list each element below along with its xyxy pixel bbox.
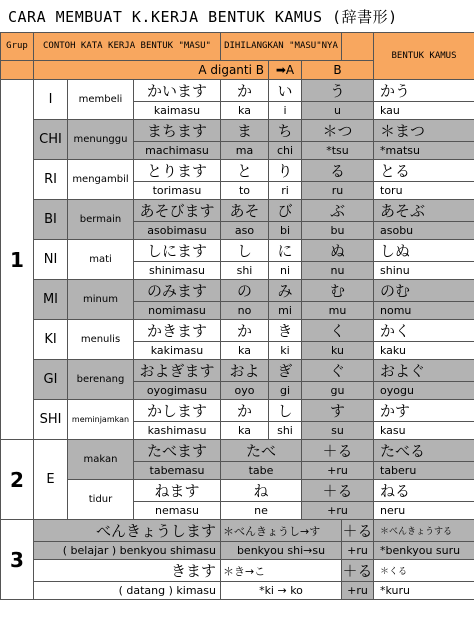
masu-romaji: oyogimasu <box>134 382 221 400</box>
verb-suffix: E <box>34 440 68 520</box>
verb-meaning: tidur <box>68 480 134 520</box>
dictionary-romaji: neru <box>374 502 474 520</box>
verb-meaning: meminjamkan <box>68 400 134 440</box>
stem: か <box>221 400 269 422</box>
stem: あそ <box>221 200 269 222</box>
masu-form: かいます <box>134 80 221 102</box>
masu-romaji: kakimasu <box>134 342 221 360</box>
verb-suffix: NI <box>34 240 68 280</box>
dictionary-romaji: shinu <box>374 262 474 280</box>
table-row <box>1 240 474 262</box>
suffix-add: ＋る <box>342 560 374 582</box>
syllable-b: ＊つ <box>302 120 374 142</box>
header-contoh: CONTOH KATA KERJA BENTUK "MASU" <box>34 33 221 61</box>
verb-meaning: menulis <box>68 320 134 360</box>
stem: か <box>221 320 269 342</box>
masu-romaji: kashimasu <box>134 422 221 440</box>
header-grup: Grup <box>1 33 34 61</box>
masu-form: きます <box>34 560 221 582</box>
stem-romaji: aso <box>221 222 269 240</box>
dictionary-romaji: nomu <box>374 302 474 320</box>
table-row <box>1 200 474 222</box>
verb-suffix: MI <box>34 280 68 320</box>
group-number-3: 3 <box>1 520 34 600</box>
syllable-b-romaji: gu <box>302 382 374 400</box>
dictionary-form: かう <box>374 80 474 102</box>
syllable-b: ぐ <box>302 360 374 382</box>
verb-meaning: mengambil <box>68 160 134 200</box>
masu-romaji: nemasu <box>134 502 221 520</box>
stem: およ <box>221 360 269 382</box>
stem-romaji: ka <box>221 342 269 360</box>
syllable-a-romaji: shi <box>269 422 302 440</box>
arrow-icon: ➡ <box>275 63 286 77</box>
masu-romaji: machimasu <box>134 142 221 160</box>
dictionary-form: かく <box>374 320 474 342</box>
verb-meaning: berenang <box>68 360 134 400</box>
syllable-b-romaji: ru <box>302 182 374 200</box>
table-row <box>1 582 474 600</box>
dictionary-form: およぐ <box>374 360 474 382</box>
stem-romaji: ka <box>221 422 269 440</box>
verb-suffix: GI <box>34 360 68 400</box>
stem-romaji: no <box>221 302 269 320</box>
dictionary-romaji: kau <box>374 102 474 120</box>
stem-romaji: to <box>221 182 269 200</box>
suffix-add-romaji: +ru <box>342 582 374 600</box>
masu-form: かします <box>134 400 221 422</box>
conjugation-table <box>0 32 474 600</box>
syllable-b-romaji: ku <box>302 342 374 360</box>
dictionary-romaji: *benkyou suru <box>374 542 474 560</box>
stem-romaji: oyo <box>221 382 269 400</box>
syllable-b: く <box>302 320 374 342</box>
syllable-b: る <box>302 160 374 182</box>
dictionary-form: ＊くる <box>374 560 474 582</box>
dictionary-form: のむ <box>374 280 474 302</box>
syllable-a-romaji: chi <box>269 142 302 160</box>
dictionary-form: ＊べんきょうする <box>374 520 474 542</box>
table-row <box>1 120 474 142</box>
subheader-diganti: A diganti B <box>34 61 269 80</box>
table-row <box>1 440 474 462</box>
syllable-a-romaji: bi <box>269 222 302 240</box>
stem: か <box>221 80 269 102</box>
syllable-a: き <box>269 320 302 342</box>
suffix-add: ＋る <box>302 440 374 462</box>
syllable-b-romaji: bu <box>302 222 374 240</box>
syllable-a: ぎ <box>269 360 302 382</box>
stem-romaji: ne <box>221 502 302 520</box>
stem: と <box>221 160 269 182</box>
stem: ね <box>221 480 302 502</box>
dictionary-form: とる <box>374 160 474 182</box>
masu-form: とります <box>134 160 221 182</box>
syllable-b: す <box>302 400 374 422</box>
verb-suffix: KI <box>34 320 68 360</box>
masu-romaji: ( belajar ) benkyou shimasu <box>34 542 221 560</box>
table-row <box>1 320 474 342</box>
dictionary-form: しぬ <box>374 240 474 262</box>
syllable-b-romaji: mu <box>302 302 374 320</box>
group-number-1: 1 <box>1 80 34 440</box>
stem-romaji: tabe <box>221 462 302 480</box>
table-row <box>1 160 474 182</box>
syllable-b: う <box>302 80 374 102</box>
masu-form: およぎます <box>134 360 221 382</box>
dictionary-form: ＊まつ <box>374 120 474 142</box>
stem: たべ <box>221 440 302 462</box>
suffix-add-romaji: +ru <box>302 502 374 520</box>
syllable-a-romaji: gi <box>269 382 302 400</box>
table-row <box>1 480 474 502</box>
verb-suffix: SHI <box>34 400 68 440</box>
syllable-a: ち <box>269 120 302 142</box>
suffix-add-romaji: +ru <box>302 462 374 480</box>
stem-romaji: *ki → ko <box>221 582 342 600</box>
suffix-add: ＋る <box>302 480 374 502</box>
masu-form: ねます <box>134 480 221 502</box>
page-title: CARA MEMBUAT K.KERJA BENTUK KAMUS (辞書形) <box>8 8 398 26</box>
syllable-a: し <box>269 400 302 422</box>
syllable-a: に <box>269 240 302 262</box>
verb-meaning: bermain <box>68 200 134 240</box>
syllable-a-romaji: ni <box>269 262 302 280</box>
dictionary-romaji: oyogu <box>374 382 474 400</box>
syllable-b: ぬ <box>302 240 374 262</box>
dictionary-romaji: taberu <box>374 462 474 480</box>
syllable-b-romaji: su <box>302 422 374 440</box>
verb-meaning: minum <box>68 280 134 320</box>
verb-suffix: RI <box>34 160 68 200</box>
stem-romaji: shi <box>221 262 269 280</box>
suffix-add-romaji: +ru <box>342 542 374 560</box>
syllable-b-romaji: u <box>302 102 374 120</box>
masu-form: あそびます <box>134 200 221 222</box>
verb-suffix: CHI <box>34 120 68 160</box>
masu-romaji: kaimasu <box>134 102 221 120</box>
dictionary-romaji: toru <box>374 182 474 200</box>
dictionary-form: かす <box>374 400 474 422</box>
dictionary-romaji: asobu <box>374 222 474 240</box>
syllable-a-romaji: mi <box>269 302 302 320</box>
syllable-a: い <box>269 80 302 102</box>
dictionary-form: あそぶ <box>374 200 474 222</box>
syllable-b-romaji: *tsu <box>302 142 374 160</box>
header-row <box>1 33 474 61</box>
syllable-a: り <box>269 160 302 182</box>
dictionary-form: ねる <box>374 480 474 502</box>
syllable-a-romaji: ki <box>269 342 302 360</box>
stem: ＊き→こ <box>221 560 342 582</box>
dictionary-romaji: *kuru <box>374 582 474 600</box>
syllable-a: み <box>269 280 302 302</box>
subheader-b: B <box>302 61 374 80</box>
stem: ＊べんきょうし→す <box>221 520 342 542</box>
masu-form: のみます <box>134 280 221 302</box>
masu-romaji: nomimasu <box>134 302 221 320</box>
suffix-add: ＋る <box>342 520 374 542</box>
masu-romaji: tabemasu <box>134 462 221 480</box>
subheader-blank <box>1 61 34 80</box>
masu-form: しにます <box>134 240 221 262</box>
syllable-b: ぶ <box>302 200 374 222</box>
header-bentuk-kamus: BENTUK KAMUS <box>374 33 474 80</box>
verb-meaning: makan <box>68 440 134 480</box>
stem-romaji: ma <box>221 142 269 160</box>
syllable-a-romaji: ri <box>269 182 302 200</box>
table-row <box>1 542 474 560</box>
verb-suffix: I <box>34 80 68 120</box>
syllable-a: び <box>269 200 302 222</box>
dictionary-romaji: kaku <box>374 342 474 360</box>
verb-suffix: BI <box>34 200 68 240</box>
table-row <box>1 280 474 302</box>
table-row <box>1 520 474 542</box>
stem-romaji: ka <box>221 102 269 120</box>
masu-form: たべます <box>134 440 221 462</box>
table-row <box>1 80 474 102</box>
column-a-label: A <box>285 63 295 77</box>
verb-meaning: mati <box>68 240 134 280</box>
masu-form: かきます <box>134 320 221 342</box>
table-row <box>1 560 474 582</box>
stem: ま <box>221 120 269 142</box>
header-blank <box>342 33 374 61</box>
masu-romaji: shinimasu <box>134 262 221 280</box>
stem: の <box>221 280 269 302</box>
dictionary-romaji: kasu <box>374 422 474 440</box>
group-number-2: 2 <box>1 440 34 520</box>
masu-romaji: torimasu <box>134 182 221 200</box>
subheader-a <box>269 61 302 80</box>
syllable-b: む <box>302 280 374 302</box>
verb-meaning: membeli <box>68 80 134 120</box>
table-row <box>1 360 474 382</box>
stem: し <box>221 240 269 262</box>
syllable-a-romaji: i <box>269 102 302 120</box>
dictionary-romaji: *matsu <box>374 142 474 160</box>
table-row <box>1 400 474 422</box>
header-dihilangkan: DIHILANGKAN "MASU"NYA <box>221 33 342 61</box>
syllable-b-romaji: nu <box>302 262 374 280</box>
masu-form: まちます <box>134 120 221 142</box>
masu-form: べんきょうします <box>34 520 221 542</box>
stem-romaji: benkyou shi→su <box>221 542 342 560</box>
dictionary-form: たべる <box>374 440 474 462</box>
masu-romaji: ( datang ) kimasu <box>34 582 221 600</box>
masu-romaji: asobimasu <box>134 222 221 240</box>
verb-meaning: menunggu <box>68 120 134 160</box>
